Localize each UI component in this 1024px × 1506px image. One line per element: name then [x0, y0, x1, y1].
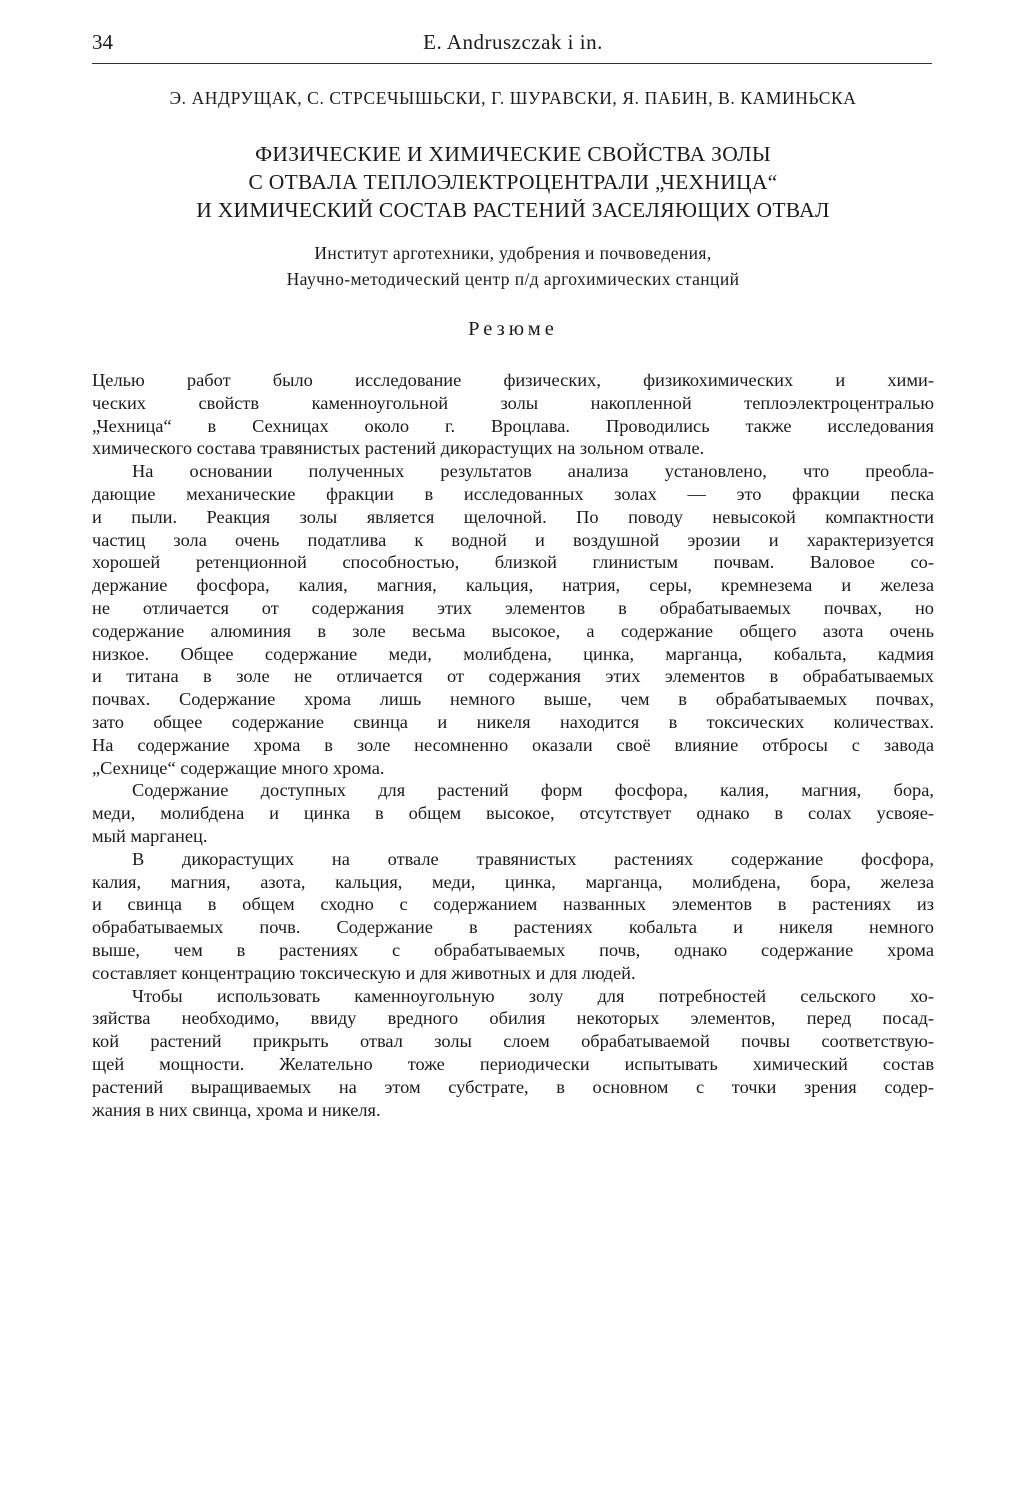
body-line: частиц зола очень податлива к водной и воздушной эрозии и характеризуется	[92, 529, 934, 550]
body-line: щей мощности. Желательно тоже периодически испытывать химический состав	[92, 1053, 934, 1074]
body-line: обрабатываемых почв. Содержание в растениях кобальта и никеля немного	[92, 917, 934, 938]
body-line: и свинца в общем сходно с содержанием названных элементов в растениях из	[92, 894, 934, 915]
resume-heading: Резюме	[468, 318, 558, 340]
body-line: На основании полученных результатов анализа установлено, что преобла-	[132, 461, 934, 482]
body-line: жания в них свинца, хрома и никеля.	[92, 1099, 381, 1120]
body-line: низкое. Общее содержание меди, молибдена, цинка, марганца, кобальта, кадмия	[92, 643, 934, 664]
title-line: С ОТВАЛА ТЕПЛОЭЛЕКТРОЦЕНТРАЛИ „ЧЕХНИЦА“	[248, 170, 778, 194]
header-rule	[92, 63, 932, 64]
body-line: ческих свойств каменноугольной золы накопленной теплоэлектроцентралью	[92, 392, 934, 413]
body-line: кой растений прикрыть отвал золы слоем обрабатываемой почвы соответствую-	[92, 1031, 934, 1052]
body-line: выше, чем в растениях с обрабатываемых почв, однако содержание хрома	[92, 939, 934, 960]
body-line: „Сехнице“ содержащие много хрома.	[92, 757, 385, 778]
body-line: Содержание доступных для растений форм фосфора, калия, магния, бора,	[132, 780, 934, 801]
body-line: В дикорастущих на отвале травянистых растениях содержание фосфора,	[132, 848, 934, 869]
page-header	[92, 30, 934, 62]
body-line: растений выращиваемых на этом субстрате, в основном с точки зрения содер-	[92, 1076, 934, 1097]
body-line: держание фосфора, калия, магния, кальция, натрия, серы, кремнезема и железа	[92, 575, 934, 596]
body-line: не отличается от содержания этих элементов в обрабатываемых почвах, но	[92, 597, 934, 618]
body-line: На содержание хрома в золе несомненно оказали своё влияние отбросы с завода	[92, 734, 934, 755]
body-line: мый марганец.	[92, 825, 208, 846]
body-line: меди, молибдена и цинка в общем высокое, отсутствует однако в солах усвояе-	[92, 803, 934, 824]
body-line: Чтобы использовать каменноугольную золу для потребностей сельского хо-	[132, 985, 934, 1006]
body-line: составляет концентрацию токсическую и для животных и для людей.	[92, 962, 636, 983]
body-line: хорошей ретенционной способностью, близкой глинистым почвам. Валовое со-	[92, 552, 934, 573]
body-line: „Чехница“ в Сехницах около г. Вроцлава. Проводились также исследования	[92, 415, 934, 436]
page-number: 34	[92, 30, 113, 54]
article-title	[92, 140, 934, 224]
body-line: и пыли. Реакция золы является щелочной. По поводу невысокой компактности	[92, 506, 934, 527]
title-line: И ХИМИЧЕСКИЙ СОСТАВ РАСТЕНИЙ ЗАСЕЛЯЮЩИХ ОТВАЛ	[196, 198, 830, 222]
body-line: содержание алюминия в золе весьма высокое, а содержание общего азота очень	[92, 620, 934, 641]
body-line: Целью работ было исследование физических, физикохимических и хими-	[92, 370, 934, 390]
body-line: зяйства необходимо, ввиду вредного обилия некоторых элементов, перед посад-	[92, 1008, 934, 1029]
body-line: дающие механические фракции в исследованных золах — это фракции песка	[92, 483, 934, 504]
affiliation-line: Институт арготехники, удобрения и почвоведения,	[314, 243, 712, 263]
authors-line: Э. АНДРУЩАК, С. СТРСЕЧЫШЬСКИ, Г. ШУРАВСКИ, Я. ПАБИН, В. КАМИНЬСКА	[169, 88, 857, 108]
resume-body	[92, 369, 934, 1121]
affiliation-line: Научно-методический центр п/д аргохимических станций	[286, 269, 740, 289]
body-line: почвах. Содержание хрома лишь немного выше, чем в обрабатываемых почвах,	[92, 689, 934, 710]
body-line: химического состава травянистых растений дикорастущих на зольном отвале.	[92, 438, 705, 459]
body-line: зато общее содержание свинца и никеля находится в токсических количествах.	[92, 711, 934, 732]
body-line: калия, магния, азота, кальция, меди, цинка, марганца, молибдена, бора, железа	[92, 871, 934, 892]
running-title: E. Andruszczak i in.	[423, 30, 603, 54]
body-line: и титана в золе не отличается от содержания этих элементов в обрабатываемых	[92, 666, 934, 687]
title-line: ФИЗИЧЕСКИЕ И ХИМИЧЕСКИЕ СВОЙСТВА ЗОЛЫ	[255, 142, 771, 166]
affiliation	[92, 240, 934, 292]
